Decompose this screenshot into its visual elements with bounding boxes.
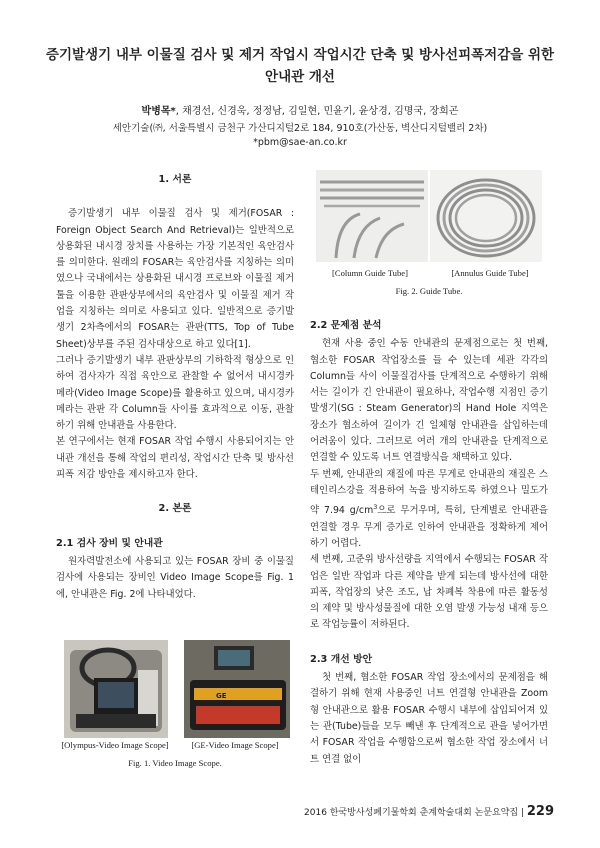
paragraph-part: 으로 무거우며, 특히, 단계별로 안내관을 연결할 경우 무게 증가로 인하여 안내관을 정확하게 제어하기 어렵다. — [310, 505, 548, 549]
paragraph: 본 연구에서는 현재 FOSAR 작업 수행시 사용되어지는 안내관 개선을 통해 작업의 편리성, 작업시간 단축 및 방사선피폭 저감 방안을 제시하고자 한다. — [56, 436, 294, 481]
section-2-1-heading: 2.1 검사 장비 및 안내관 — [56, 537, 163, 549]
annulus-guide-tube-photo — [430, 170, 542, 262]
paragraph: 현재 사용 중인 수동 안내관의 문제점으로는 첫 번째, 협소한 FOSAR 작업장소를 들 수 있는데 세관 각각의 Column들 사이 이물질검사를 단계적으로 수행하기 위해서는 길이가 긴 안내관이 필요하나, 작업수행 지점인 증기발생기(SG : Steam Generator)의 Hand Hole 지역은 장소가 협소하여 길이가 긴 일체형 안내관을 삽입하는데 어려움이 있다. 그러므로 여러 개의 안내관을 단계적으로 연결할 수 있도록 너트 연결방식을 채택하고 있다. — [310, 338, 548, 464]
paragraph: 첫 번째, 협소한 FOSAR 작업 장소에서의 문제점을 해결하기 위해 현재 사용중인 너트 연결형 안내관을 Zoom형 안내관으로 활용 FOSAR 수행시 내부에 삽입되어져 있는 관(Tube)들을 모두 빼낸 후 단계적으로 관을 넣어가면서 FOSAR 작업을 수행함으로써 협소한 작업 장소에서 너트 연결 없이 — [310, 672, 548, 765]
ge-scope-photo — [184, 640, 290, 738]
fig2-subcaption-annulus: [Annulus Guide Tube] — [451, 268, 529, 278]
section-1-heading: 1. 서론 — [158, 174, 192, 185]
left-column — [56, 172, 294, 603]
paragraph — [310, 467, 548, 553]
svg-text:GE: GE — [216, 692, 227, 700]
co-authors: , 채경선, 신경욱, 정정남, 김일현, 민윤기, 윤상경, 김명국, 장희곤 — [175, 106, 459, 117]
right-column — [310, 318, 548, 768]
contact-email: *pbm@sae-an.co.kr — [253, 137, 347, 148]
paragraph: 세 번째, 고준위 방사선량을 지역에서 수행되는 FOSAR 작업은 일반 작업과 다른 제약을 받게 되는데 방사선에 대한 피폭, 작업장의 낮은 조도, 납 차폐복 착용에 따른 활동성의 제약 및 방사성물질에 대한 오염 발생 가능성 내재 등으로 작업능률이 저하된다. — [310, 554, 548, 631]
paper-title-line1: 증기발생기 내부 이물질 검사 및 제거 작업시 작업시간 단축 및 방사선피폭저감을 위한 — [45, 47, 555, 63]
page-number: 229 — [526, 804, 554, 819]
fig1-subcaption-olympus: [Olympus-Video Image Scope] — [61, 740, 169, 750]
fig2-caption: Fig. 2. Guide Tube. — [395, 286, 463, 296]
fig1-caption: Fig. 1. Video Image Scope. — [128, 758, 222, 768]
section-2-2-heading: 2.2 문제점 분석 — [310, 320, 382, 331]
affiliation: 세안기술(㈜, 서울특별시 금천구 가산디지털2로 184, 910호(가산동, 벽산디지털밸리 2차) — [112, 123, 488, 134]
column-guide-tube-photo — [316, 170, 428, 262]
superscript: 3 — [373, 503, 378, 512]
fig1-subcaption-ge: [GE-Video Image Scope] — [191, 740, 279, 750]
fig2-photos — [316, 170, 542, 262]
page-footer — [304, 804, 554, 819]
olympus-scope-photo — [64, 640, 168, 738]
section-2-3-heading: 2.3 개선 방안 — [310, 653, 373, 665]
section-2-heading: 2. 본론 — [158, 503, 192, 515]
author-list — [40, 102, 560, 117]
lead-author: 박병목* — [141, 106, 176, 117]
paragraph: 원자력발전소에 사용되고 있는 FOSAR 장비 중 이물질 검사에 사용되는 장비인 Video Image Scope를 Fig. 1에, 안내관은 Fig. 2에 나타내었다. — [56, 555, 294, 600]
paragraph: 그러나 증기발생기 내부 관판상부의 기하학적 형상으로 인하여 검사자가 직접 육안으로 관찰할 수 없어서 내시경카메라(Video Image Scope)를 활용하고 있으며, 내시경카메라는 관판 각 Column들 사이를 효과적으로 이동, 관찰하기 위해 안내관을 사용한다. — [56, 354, 294, 432]
fig1-photos — [64, 640, 290, 738]
footer-proceedings: 2016 한국방사성폐기물학회 춘계학술대회 논문요약집 | — [304, 808, 527, 818]
paper-title-line2: 안내관 개선 — [265, 69, 335, 85]
paragraph: 증기발생기 내부 이물질 검사 및 제거(FOSAR : Foreign Object Search And Retrieval)는 일반적으로 상용화된 내시경 장치를 사용하는 가장 기본적인 육안검사를 의미한다. 원래의 FOSAR는 육안검사를 지칭하는 의미였으나 국내에서는 상용화된 내시경 프로브와 이물질 제거툴을 이용한 관판상부에서의 육안검사 및 이물질 제거 작업을 지칭하는 의미로 사용되고 있다. 일반적으로 증기발생기 2차측에서의 FOSAR는 관판(TTS, Top of Tube Sheet)상부를 주된 검사대상으로 하고 있다[1]. — [56, 208, 294, 350]
fig2-subcaption-column: [Column Guide Tube] — [332, 268, 408, 278]
paragraph-part: 두 번째, 안내관의 재질에 따른 무게로 안내관의 재질은 스테인리스강을 적용하여 녹을 방지하도록 하였으나 밀도가 약 7.94 g/cm — [310, 468, 548, 517]
